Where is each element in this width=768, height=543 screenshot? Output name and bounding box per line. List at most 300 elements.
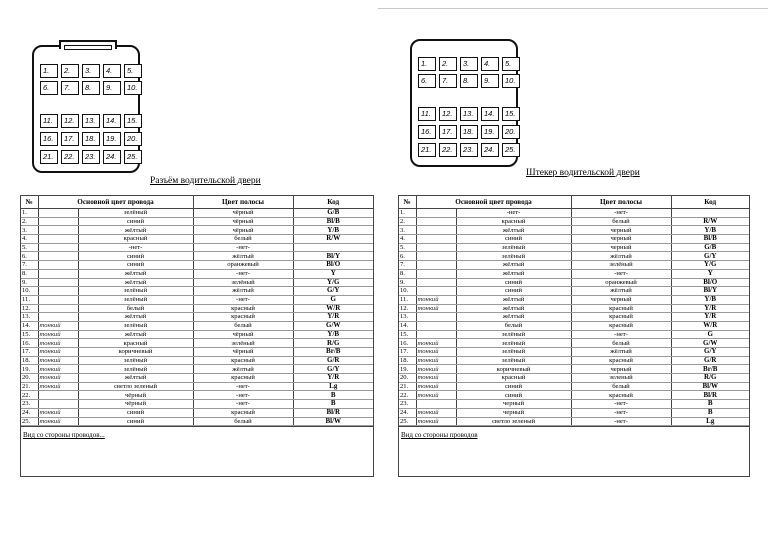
table-row: [21, 321, 373, 330]
color-code: Bl/Y: [293, 252, 373, 261]
stripe-color: -нет-: [193, 391, 293, 400]
table-row: [399, 243, 749, 252]
pin-cell: 2.: [61, 64, 79, 78]
stripe-color: -нет-: [193, 269, 293, 278]
table-row: [21, 235, 373, 244]
stripe-color: зелёный: [193, 339, 293, 348]
col-header-number: №: [399, 196, 416, 209]
pin-cell: 5.: [124, 64, 142, 78]
main-wire-color: зелёный: [456, 252, 571, 261]
stripe-color: красный: [571, 304, 671, 313]
table-row: [399, 374, 749, 383]
color-code: Y/R: [671, 313, 749, 322]
stripe-color: жёлтый: [571, 287, 671, 296]
stripe-color: белый: [193, 321, 293, 330]
pin-number: 1.: [21, 209, 38, 218]
table-row: [399, 321, 749, 330]
table-row: [21, 287, 373, 296]
color-code: G: [293, 295, 373, 304]
stripe-color: красный: [571, 356, 671, 365]
color-code: G/Y: [293, 287, 373, 296]
stripe-color: оранжевый: [571, 278, 671, 287]
plug-pin-grid-top: [418, 57, 520, 88]
stripe-color: красный: [193, 356, 293, 365]
table-row: [399, 269, 749, 278]
pin-cell: 3.: [460, 57, 478, 71]
pin-number: 7.: [399, 261, 416, 270]
pin-cell: 20.: [124, 132, 142, 146]
main-wire-color: синий: [78, 417, 193, 426]
pin-number: 15.: [21, 330, 38, 339]
wire-note: [38, 209, 78, 218]
stripe-color: черный: [571, 243, 671, 252]
pin-cell: 6.: [418, 74, 436, 88]
main-wire-color: черный: [456, 400, 571, 409]
pin-number: 17.: [21, 348, 38, 357]
stripe-color: красный: [571, 391, 671, 400]
wire-note: [38, 226, 78, 235]
wire-note: тонкий: [38, 330, 78, 339]
table-row: [21, 295, 373, 304]
table-row: [399, 330, 749, 339]
pin-number: 15.: [399, 330, 416, 339]
color-code: Bl/O: [671, 278, 749, 287]
wire-note: [38, 391, 78, 400]
wire-note: тонкий: [416, 408, 456, 417]
pin-cell: 19.: [481, 125, 499, 139]
pin-number: 24.: [399, 408, 416, 417]
color-code: Y/G: [293, 278, 373, 287]
stripe-color: -нет-: [193, 400, 293, 409]
color-code: Bl/B: [293, 217, 373, 226]
stripe-color: -нет-: [571, 417, 671, 426]
color-code: G/Y: [671, 252, 749, 261]
color-code: G: [671, 330, 749, 339]
pin-cell: 18.: [460, 125, 478, 139]
pin-number: 13.: [21, 313, 38, 322]
pin-cell: 11.: [40, 114, 58, 128]
pin-cell: 8.: [460, 74, 478, 88]
main-wire-color: чёрный: [78, 391, 193, 400]
pin-number: 13.: [399, 313, 416, 322]
pin-cell: 24.: [481, 143, 499, 157]
table-header-row: [21, 196, 373, 209]
main-wire-color: зелёный: [456, 356, 571, 365]
main-wire-color: синий: [456, 278, 571, 287]
main-wire-color: жёлтый: [456, 304, 571, 313]
main-wire-color: жёлтый: [456, 261, 571, 270]
table-row: [399, 417, 749, 426]
wire-note: тонкий: [38, 365, 78, 374]
wire-note: [416, 209, 456, 218]
main-wire-color: красный: [78, 339, 193, 348]
pin-number: 5.: [21, 243, 38, 252]
main-wire-color: зелёный: [456, 348, 571, 357]
color-code: Y: [671, 269, 749, 278]
pin-number: 16.: [399, 339, 416, 348]
color-code: R/W: [293, 235, 373, 244]
stripe-color: черный: [571, 235, 671, 244]
socket-pin-grid-top: [40, 64, 142, 95]
socket-pinout-table: [21, 196, 373, 426]
wire-note: [416, 243, 456, 252]
stripe-color: белый: [571, 382, 671, 391]
stripe-color: жёлтый: [571, 348, 671, 357]
stripe-color: черный: [571, 226, 671, 235]
pin-number: 14.: [21, 321, 38, 330]
stripe-color: -нет-: [193, 243, 293, 252]
wire-note: [38, 304, 78, 313]
main-wire-color: синий: [78, 261, 193, 270]
pin-number: 23.: [21, 400, 38, 409]
pin-number: 12.: [399, 304, 416, 313]
pin-cell: 9.: [103, 81, 121, 95]
wire-note: [416, 235, 456, 244]
wire-note: [416, 252, 456, 261]
wire-note: тонкий: [38, 408, 78, 417]
pin-cell: 22.: [439, 143, 457, 157]
pin-cell: 4.: [481, 57, 499, 71]
socket-connector-drawing: [32, 45, 140, 173]
wire-note: [38, 261, 78, 270]
pin-number: 24.: [21, 408, 38, 417]
pin-cell: 20.: [502, 125, 520, 139]
color-code: B: [293, 400, 373, 409]
pin-cell: 22.: [61, 150, 79, 164]
main-wire-color: красный: [456, 217, 571, 226]
color-code: Y/R: [671, 304, 749, 313]
color-code: Bl/Y: [671, 287, 749, 296]
socket-table-footer: Вид со стороны проводов...: [21, 426, 373, 441]
wire-note: [38, 252, 78, 261]
pin-cell: 18.: [82, 132, 100, 146]
stripe-color: белый: [571, 339, 671, 348]
color-code: G/R: [293, 356, 373, 365]
plug-connector-drawing: [410, 39, 518, 167]
pin-cell: 19.: [103, 132, 121, 146]
wire-note: [38, 295, 78, 304]
main-wire-color: -нет-: [78, 243, 193, 252]
pin-number: 4.: [399, 235, 416, 244]
table-row: [399, 295, 749, 304]
color-code: G/B: [671, 243, 749, 252]
color-code: Lg: [293, 382, 373, 391]
pin-cell: 6.: [40, 81, 58, 95]
table-row: [399, 287, 749, 296]
table-row: [399, 278, 749, 287]
table-row: [21, 269, 373, 278]
main-wire-color: зелёный: [456, 330, 571, 339]
stripe-color: жёлтый: [193, 365, 293, 374]
wire-note: тонкий: [416, 304, 456, 313]
wire-note: [416, 226, 456, 235]
stripe-color: -нет-: [193, 382, 293, 391]
table-row: [399, 261, 749, 270]
pin-cell: 17.: [61, 132, 79, 146]
main-wire-color: синий: [78, 408, 193, 417]
pin-number: 20.: [399, 374, 416, 383]
pin-number: 6.: [21, 252, 38, 261]
wire-note: тонкий: [38, 339, 78, 348]
color-code: Bl/W: [293, 417, 373, 426]
wire-note: [38, 269, 78, 278]
wire-note: тонкий: [38, 382, 78, 391]
main-wire-color: синий: [78, 217, 193, 226]
wire-note: [416, 261, 456, 270]
pin-number: 8.: [399, 269, 416, 278]
main-wire-color: зелёный: [78, 365, 193, 374]
table-row: [21, 261, 373, 270]
main-wire-color: жёлтый: [456, 269, 571, 278]
pin-number: 18.: [399, 356, 416, 365]
wire-note: [416, 321, 456, 330]
connector-latch-tab: [59, 40, 117, 49]
color-code: G/Y: [293, 365, 373, 374]
stripe-color: белый: [571, 217, 671, 226]
main-wire-color: черный: [456, 408, 571, 417]
pin-number: 10.: [399, 287, 416, 296]
main-wire-color: коричневый: [456, 365, 571, 374]
table-row: [399, 313, 749, 322]
pin-number: 12.: [21, 304, 38, 313]
col-header-number: №: [21, 196, 38, 209]
pin-cell: 9.: [481, 74, 499, 88]
pin-number: 19.: [399, 365, 416, 374]
main-wire-color: зелёный: [78, 295, 193, 304]
stripe-color: оранжевый: [193, 261, 293, 270]
color-code: Y/B: [293, 330, 373, 339]
wire-note: [416, 400, 456, 409]
wire-note: [416, 278, 456, 287]
main-wire-color: светло зеленый: [78, 382, 193, 391]
stripe-color: черный: [571, 365, 671, 374]
table-row: [21, 382, 373, 391]
stripe-color: красный: [193, 408, 293, 417]
color-code: Y/G: [671, 261, 749, 270]
table-row: [21, 278, 373, 287]
wire-note: [416, 217, 456, 226]
wire-note: [38, 217, 78, 226]
stripe-color: красный: [193, 374, 293, 383]
pin-cell: 10.: [502, 74, 520, 88]
col-header-main-color: Основной цвет провода: [38, 196, 193, 209]
table-row: [399, 209, 749, 218]
wire-note: [416, 269, 456, 278]
socket-pin-grid-bottom: [40, 114, 142, 164]
color-code: [671, 209, 749, 218]
table-row: [21, 400, 373, 409]
wire-note: тонкий: [416, 348, 456, 357]
pin-number: 16.: [21, 339, 38, 348]
pin-number: 9.: [399, 278, 416, 287]
main-wire-color: зелёный: [78, 209, 193, 218]
color-code: G/Y: [671, 348, 749, 357]
table-row: [399, 304, 749, 313]
plug-pin-grid-bottom: [418, 107, 520, 157]
pin-number: 4.: [21, 235, 38, 244]
color-code: [293, 243, 373, 252]
color-code: Y/B: [671, 226, 749, 235]
color-code: G/W: [293, 321, 373, 330]
pin-cell: 21.: [40, 150, 58, 164]
plug-pinout-table-frame: [398, 195, 750, 477]
table-header-row: [399, 196, 749, 209]
table-row: [21, 243, 373, 252]
stripe-color: красный: [571, 321, 671, 330]
main-wire-color: жёлтый: [78, 226, 193, 235]
pin-cell: 13.: [82, 114, 100, 128]
pin-cell: 23.: [82, 150, 100, 164]
color-code: Y/R: [293, 374, 373, 383]
table-row: [399, 356, 749, 365]
top-divider-line: [378, 8, 768, 9]
plug-pinout-table: [399, 196, 749, 426]
pin-cell: 14.: [481, 107, 499, 121]
pin-cell: 7.: [61, 81, 79, 95]
stripe-color: -нет-: [571, 209, 671, 218]
pin-cell: 25.: [124, 150, 142, 164]
wire-note: тонкий: [416, 382, 456, 391]
pin-cell: 1.: [418, 57, 436, 71]
stripe-color: -нет-: [571, 408, 671, 417]
table-row: [21, 348, 373, 357]
table-row: [21, 304, 373, 313]
main-wire-color: синий: [456, 287, 571, 296]
main-wire-color: жёлтый: [456, 226, 571, 235]
pin-number: 3.: [21, 226, 38, 235]
main-wire-color: зелёный: [456, 339, 571, 348]
color-code: W/R: [293, 304, 373, 313]
table-row: [21, 374, 373, 383]
stripe-color: -нет-: [193, 295, 293, 304]
pin-number: 10.: [21, 287, 38, 296]
wire-note: тонкий: [416, 374, 456, 383]
color-code: R/W: [671, 217, 749, 226]
pin-number: 22.: [399, 391, 416, 400]
main-wire-color: жёлтый: [456, 313, 571, 322]
table-row: [21, 365, 373, 374]
main-wire-color: красный: [456, 374, 571, 383]
color-code: G/B: [293, 209, 373, 218]
pin-number: 20.: [21, 374, 38, 383]
pin-cell: 8.: [82, 81, 100, 95]
main-wire-color: красный: [78, 235, 193, 244]
color-code: Lg: [671, 417, 749, 426]
color-code: Bl/O: [293, 261, 373, 270]
pin-cell: 24.: [103, 150, 121, 164]
stripe-color: чёрный: [193, 330, 293, 339]
wire-note: тонкий: [416, 417, 456, 426]
pin-number: 18.: [21, 356, 38, 365]
col-header-stripe-color: Цвет полосы: [193, 196, 293, 209]
stripe-color: черный: [571, 295, 671, 304]
pin-number: 2.: [21, 217, 38, 226]
table-row: [21, 313, 373, 322]
main-wire-color: жёлтый: [456, 295, 571, 304]
table-row: [399, 235, 749, 244]
stripe-color: белый: [193, 235, 293, 244]
pin-number: 11.: [399, 295, 416, 304]
stripe-color: красный: [571, 313, 671, 322]
color-code: Bl/R: [293, 408, 373, 417]
main-wire-color: коричневый: [78, 348, 193, 357]
color-code: Y/B: [293, 226, 373, 235]
table-row: [399, 365, 749, 374]
col-header-code: Код: [293, 196, 373, 209]
pin-cell: 15.: [124, 114, 142, 128]
main-wire-color: зелёный: [78, 356, 193, 365]
table-row: [21, 217, 373, 226]
pin-number: 7.: [21, 261, 38, 270]
color-code: Br/B: [293, 348, 373, 357]
color-code: R/G: [671, 374, 749, 383]
main-wire-color: синий: [456, 391, 571, 400]
wire-note: тонкий: [38, 417, 78, 426]
color-code: W/R: [671, 321, 749, 330]
pin-cell: 17.: [439, 125, 457, 139]
wire-note: [416, 313, 456, 322]
pin-number: 21.: [399, 382, 416, 391]
stripe-color: жёлтый: [193, 252, 293, 261]
color-code: Bl/R: [671, 391, 749, 400]
pin-cell: 12.: [61, 114, 79, 128]
main-wire-color: зелёный: [456, 243, 571, 252]
stripe-color: чёрный: [193, 209, 293, 218]
table-row: [21, 339, 373, 348]
pin-cell: 25.: [502, 143, 520, 157]
pin-number: 21.: [21, 382, 38, 391]
pin-number: 1.: [399, 209, 416, 218]
stripe-color: чёрный: [193, 217, 293, 226]
color-code: B: [293, 391, 373, 400]
wire-note: [38, 243, 78, 252]
table-row: [399, 217, 749, 226]
stripe-color: белый: [193, 417, 293, 426]
table-row: [21, 330, 373, 339]
table-row: [399, 408, 749, 417]
main-wire-color: жёлтый: [78, 313, 193, 322]
color-code: Bl/B: [671, 235, 749, 244]
wire-note: [416, 287, 456, 296]
main-wire-color: синий: [456, 235, 571, 244]
pin-number: 8.: [21, 269, 38, 278]
pin-number: 19.: [21, 365, 38, 374]
stripe-color: зелёный: [193, 278, 293, 287]
table-row: [399, 226, 749, 235]
pin-cell: 4.: [103, 64, 121, 78]
stripe-color: -нет-: [571, 400, 671, 409]
pin-number: 11.: [21, 295, 38, 304]
wire-note: тонкий: [38, 374, 78, 383]
pin-cell: 7.: [439, 74, 457, 88]
plug-table-footer: Вид со стороны проводов: [399, 426, 749, 441]
pin-number: 25.: [21, 417, 38, 426]
table-row: [21, 209, 373, 218]
wire-note: [416, 330, 456, 339]
main-wire-color: белый: [78, 304, 193, 313]
wire-note: [38, 313, 78, 322]
wire-note: [38, 400, 78, 409]
wire-note: тонкий: [38, 356, 78, 365]
stripe-color: красный: [193, 304, 293, 313]
stripe-color: жёлтый: [571, 252, 671, 261]
main-wire-color: жёлтый: [78, 374, 193, 383]
main-wire-color: жёлтый: [78, 330, 193, 339]
color-code: Y: [293, 269, 373, 278]
color-code: G/R: [671, 356, 749, 365]
pin-number: 3.: [399, 226, 416, 235]
wire-note: тонкий: [416, 356, 456, 365]
